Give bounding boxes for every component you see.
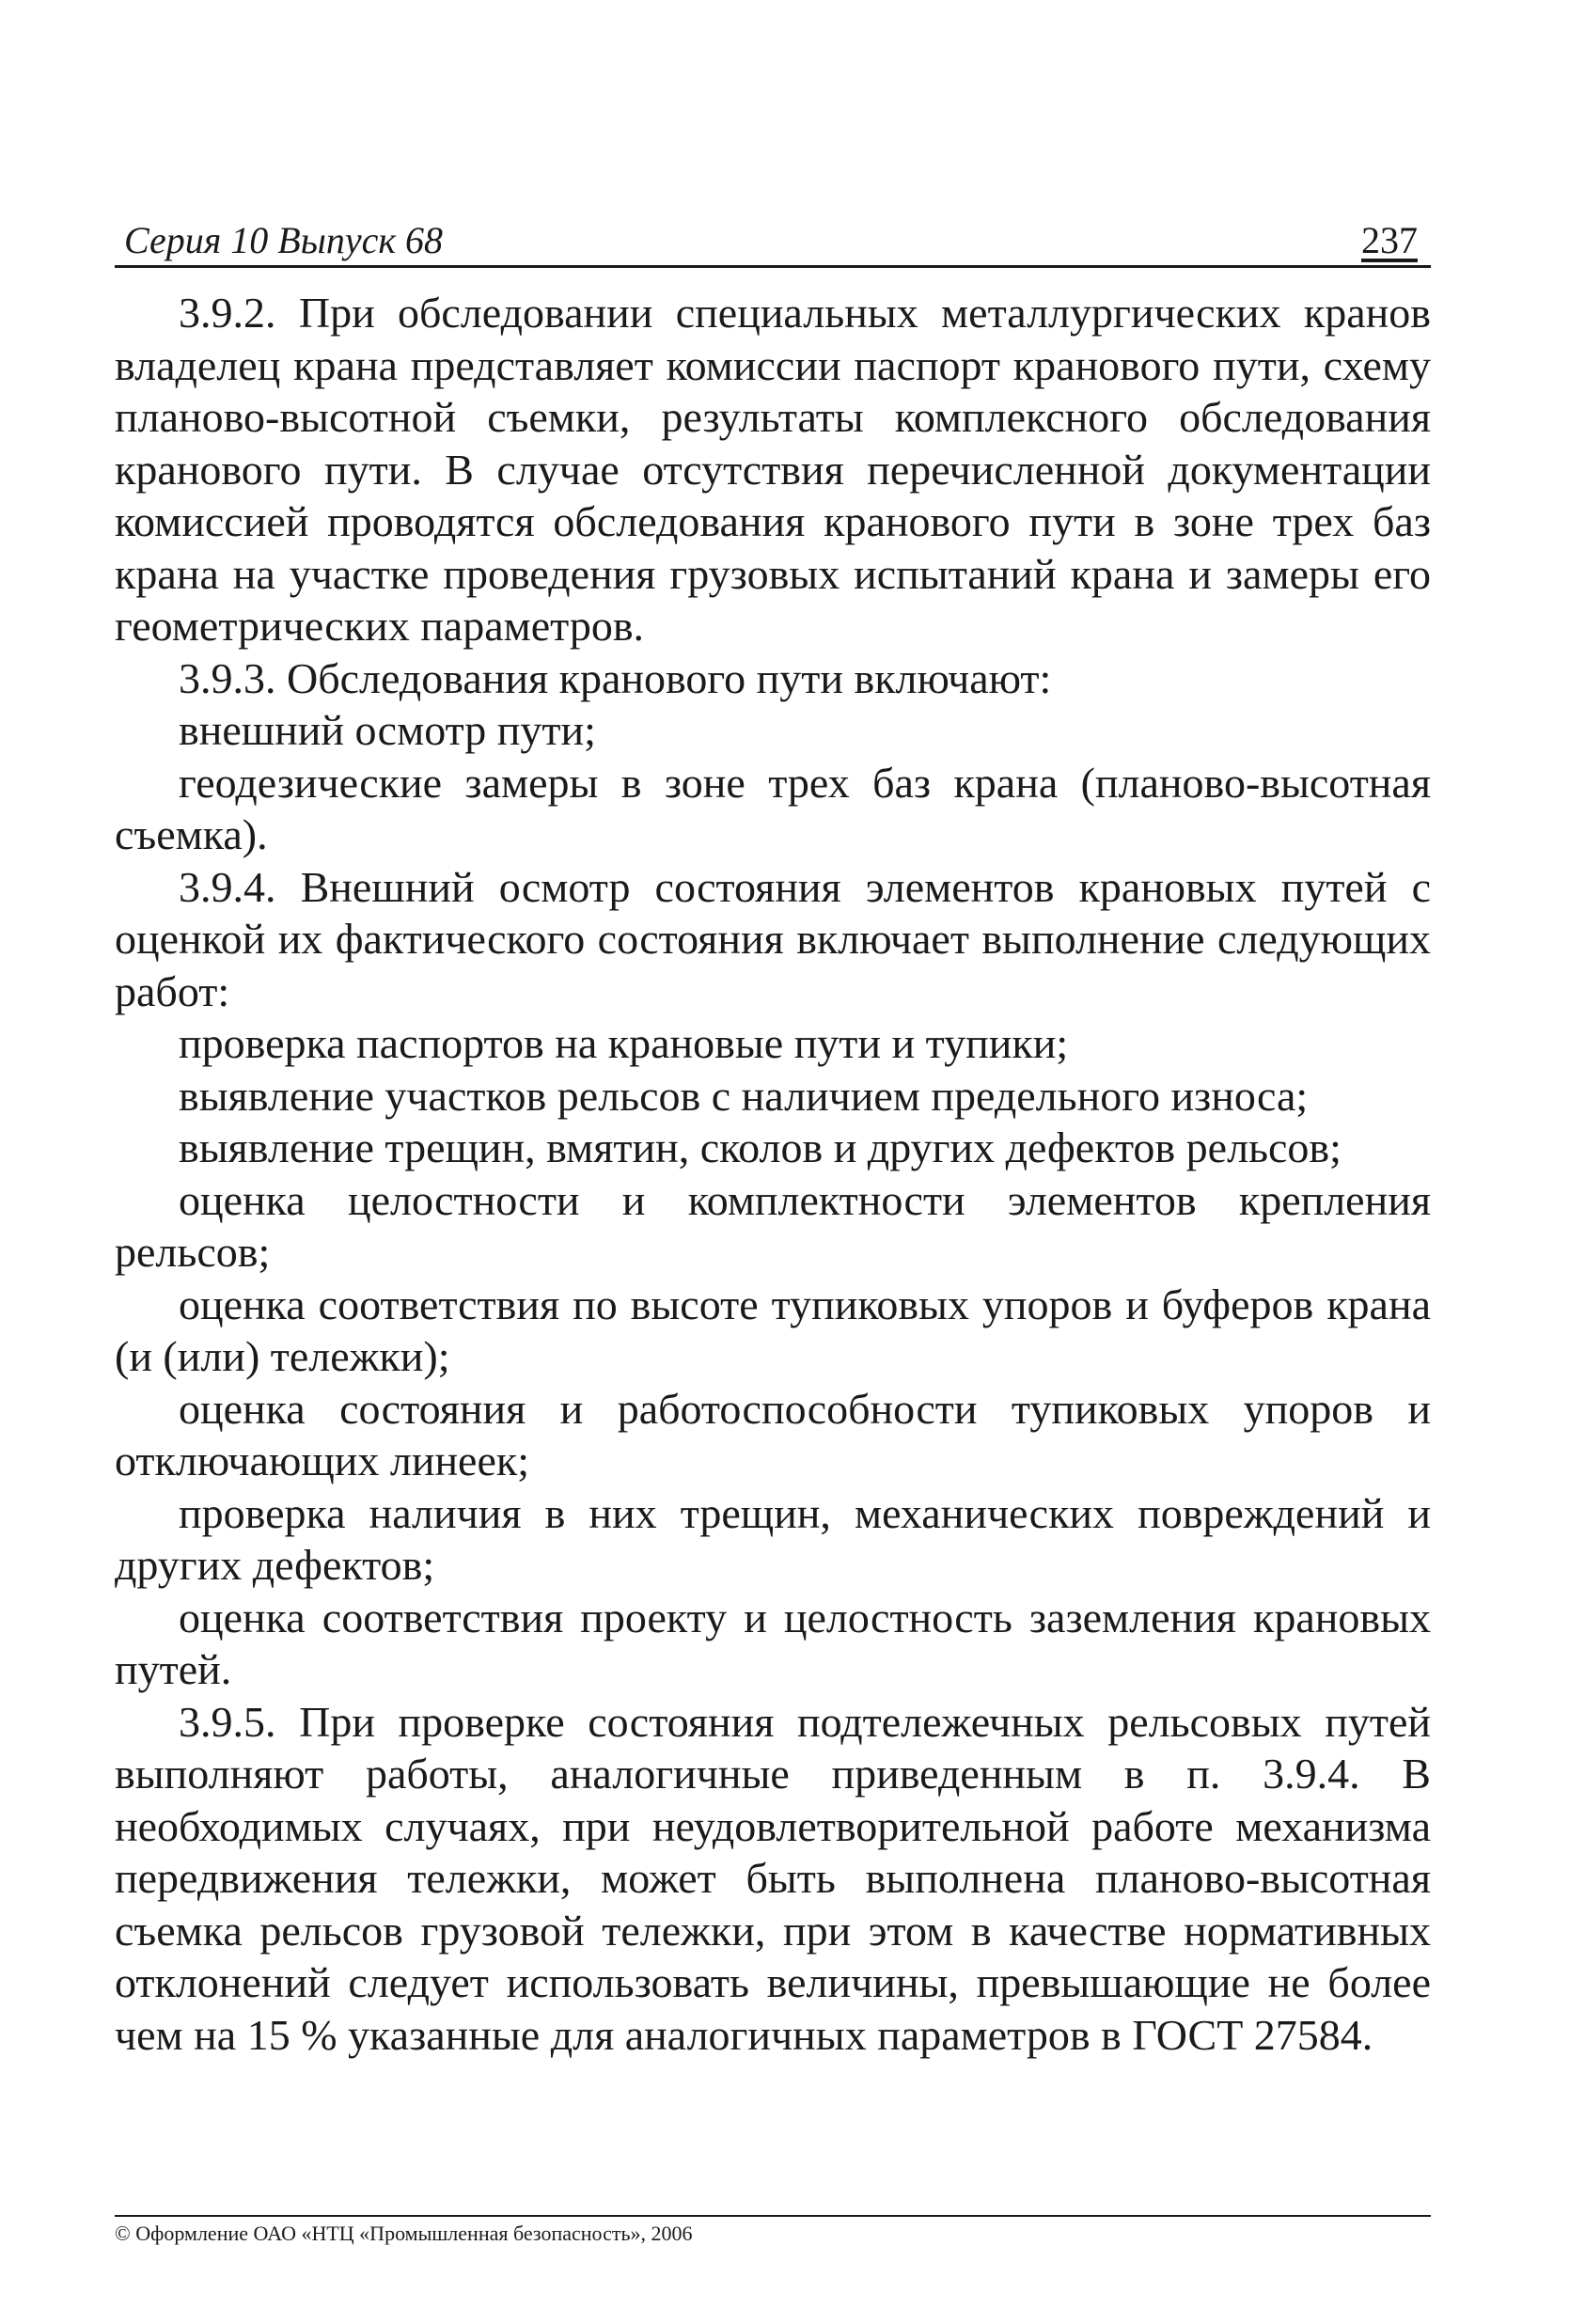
list-item: проверка паспортов на крановые пути и тупики; <box>179 1019 1069 1067</box>
list-item: выявление трещин, вмятин, сколов и других дефектов рельсов; <box>179 1123 1342 1171</box>
body-text <box>115 287 1431 2061</box>
running-header <box>115 209 1431 268</box>
list-item: геодезические замеры в зоне трех баз крана (планово-высотная съемка). <box>115 758 1431 858</box>
paragraph-3-9-5: 3.9.5. При проверке состояния подтележечных рельсовых путей выполняют работы, аналогичные приведенным в п. 3.9.4. В необходимых случаях, при неудовлетворительной работе механизма передвижения тележки, может быть выполнена планово-высотная съемка рельсов грузовой тележки, при этом в качестве нормативных отклонений следует использовать величины, превышающие не более чем на 15 % указанные для аналогичных параметров в ГОСТ 27584. <box>115 1697 1431 2059</box>
paragraph-3-9-3: 3.9.3. Обследования кранового пути включают: <box>179 653 1052 702</box>
list-item: оценка соответствия по высоте тупиковых упоров и буферов крана (и (или) тележки); <box>115 1280 1431 1380</box>
page-number: 237 <box>1361 219 1418 261</box>
copyright-footer: © Оформление ОАО «НТЦ «Промышленная безопасность», 2006 <box>115 2222 693 2245</box>
list-item: проверка наличия в них трещин, механических повреждений и других дефектов; <box>115 1488 1431 1589</box>
list-item: внешний осмотр пути; <box>179 706 596 754</box>
footer-divider <box>115 2215 1431 2217</box>
list-item: оценка состояния и работоспособности тупиковых упоров и отключающих линеек; <box>115 1384 1431 1484</box>
list-item: оценка целостности и комплектности элементов крепления рельсов; <box>115 1175 1431 1276</box>
paragraph-3-9-4: 3.9.4. Внешний осмотр состояния элементов крановых путей с оценкой их фактического состояния включает выполнение следующих работ: <box>115 862 1431 1015</box>
list-item: оценка соответствия проекту и целостность заземления крановых путей. <box>115 1593 1431 1693</box>
series-title: Серия 10 Выпуск 68 <box>124 219 444 261</box>
paragraph-3-9-2: 3.9.2. При обследовании специальных металлургических кранов владелец крана представляет комиссии паспорт кранового пути, схему планово-высотной съемки, результаты комплексного обследования кранового пути. В случае отсутствия перечисленной документации комиссией проводятся обследования кранового пути в зоне трех баз крана на участке проведения грузовых испытаний крана и замеры его геометрических параметров. <box>115 289 1431 650</box>
list-item: выявление участков рельсов с наличием предельного износа; <box>179 1071 1309 1120</box>
